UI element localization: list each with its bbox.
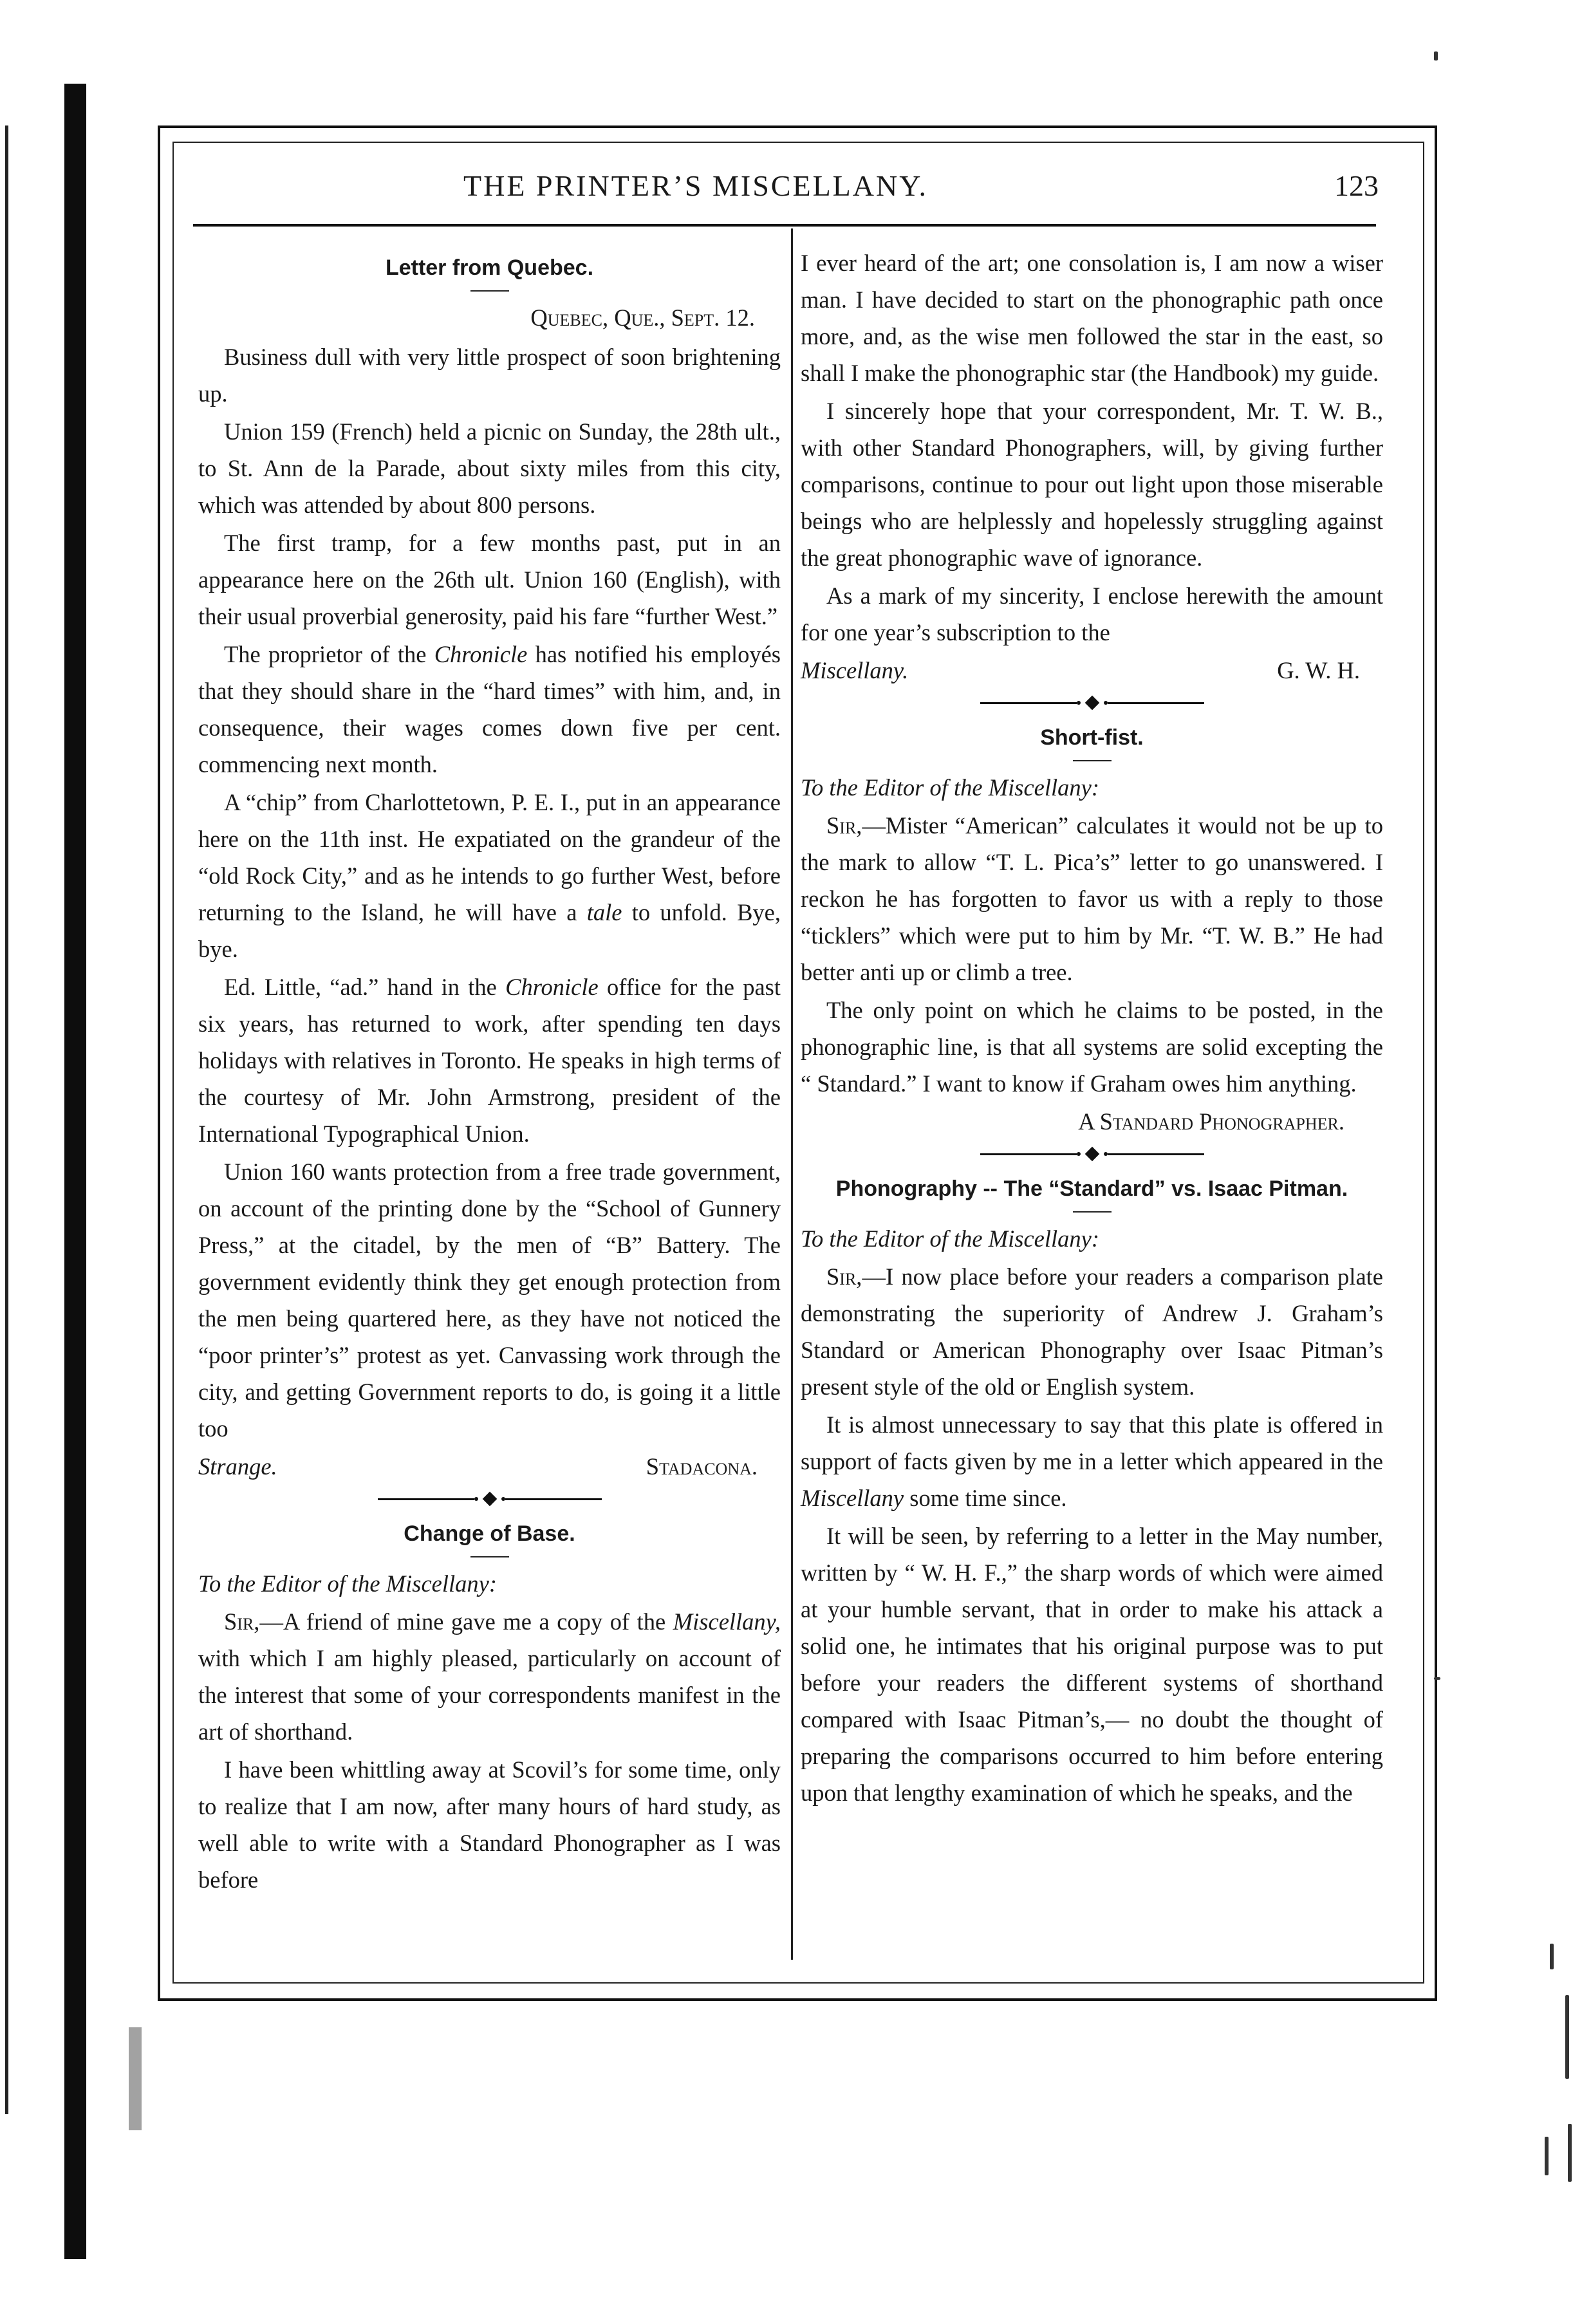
article-heading-phonography: Phonography -- The “Standard” vs. Isaac Pitman. bbox=[835, 1176, 1348, 1201]
header-rule bbox=[193, 224, 1376, 227]
paragraph: I have been whittling away at Scovil’s for some time, only to realize that I am now, after many hours of hard study, as well able to write with a Standard Phonographer as I was before bbox=[198, 1756, 781, 1893]
right-column bbox=[801, 245, 1383, 1812]
binding-edge-line bbox=[5, 125, 8, 2114]
signature: G. W. H. bbox=[1277, 657, 1360, 683]
paragraph: A “chip” from Charlottetown, P. E. I., put in an appearance here on the 11th inst. He expatiated on the grandeur of the “old Rock City,” and as he intends to go further West, before returning to the Island, he will have a tale to unfold. Bye, bye. bbox=[198, 789, 781, 962]
paragraph: Sir,—Mister “American” calculates it would not be up to the mark to allow “T. L. Pica’s” letter to go unanswered. I reckon he has forgotten to favor us with a reply to those “ticklers” which were put to him by Mr. “T. W. B.” He had better anti up or climb a tree. bbox=[801, 812, 1383, 985]
paragraph: As a mark of my sincerity, I enclose herewith the amount for one year’s subscription to the bbox=[801, 582, 1383, 646]
paragraph: Sir,—A friend of mine gave me a copy of the Miscellany, with which I am highly pleased, particularly on account of the interest that some of your correspondents manifest in the art of shorthand. bbox=[198, 1608, 781, 1745]
editor-address: To the Editor of the Miscellany: bbox=[801, 774, 1099, 801]
paragraph: I sincerely hope that your correspondent, Mr. T. W. B., with other Standard Phonographers, will, by giving further comparisons, continue to pour out light upon those miserable beings who are helplessly and hopelessly struggling against the great phonographic wave of ignorance. bbox=[801, 398, 1383, 571]
paragraph: I ever heard of the art; one consolation is, I am now a wiser man. I have decided to start on the phonographic path once more, and, as the wise men followed the star in the east, so shall I make the phonographic star (the Handbook) my guide. bbox=[801, 250, 1383, 386]
margin-mark bbox=[1550, 1944, 1554, 1969]
closing-word: Miscellany. bbox=[801, 657, 909, 683]
paragraph: Union 159 (French) held a picnic on Sunday, the 28th ult., to St. Ann de la Parade, about sixty miles from this city, which was attended by about 800 persons. bbox=[198, 418, 781, 518]
margin-mark bbox=[1545, 2137, 1549, 2175]
signature: Stadacona. bbox=[646, 1453, 758, 1480]
paragraph: Sir,—I now place before your readers a comparison plate demonstrating the superiority of Andrew J. Graham’s Standard or American Phonography over Isaac Pitman’s present style of the old or English system. bbox=[801, 1263, 1383, 1400]
short-rule bbox=[470, 290, 509, 292]
paragraph: The first tramp, for a few months past, put in an appearance here on the 26th ult. Union 160 (English), with their usual proverbial generosity, paid his fare “further West.” bbox=[198, 530, 781, 629]
paragraph: Ed. Little, “ad.” hand in the Chronicle office for the past six years, has returned to work, after spending ten days holidays with relatives in Toronto. He speaks in high terms of the courtesy of Mr. John Armstrong, president of the International Typographical Union. bbox=[198, 974, 781, 1147]
article-heading-change-of-base: Change of Base. bbox=[404, 1521, 575, 1546]
short-rule bbox=[1073, 1211, 1112, 1213]
signature: A Standard Phonographer. bbox=[1078, 1108, 1344, 1135]
binding-shadow-bar bbox=[64, 84, 86, 2259]
left-column bbox=[198, 245, 781, 1899]
article-heading-quebec: Letter from Quebec. bbox=[385, 256, 594, 280]
section-ornament bbox=[198, 1494, 781, 1504]
column-divider bbox=[791, 228, 793, 1960]
signature-row bbox=[801, 652, 1383, 689]
margin-mark bbox=[1565, 1995, 1569, 2079]
editor-address: To the Editor of the Miscellany: bbox=[801, 1225, 1099, 1252]
editor-address: To the Editor of the Miscellany: bbox=[198, 1570, 497, 1597]
running-header bbox=[193, 169, 1403, 214]
dateline: Quebec, Que., Sept. 12. bbox=[530, 304, 755, 331]
page-number: 123 bbox=[1334, 169, 1379, 202]
paragraph: Business dull with very little prospect of soon brightening up. bbox=[198, 344, 781, 407]
paragraph: The only point on which he claims to be posted, in the phonographic line, is that all systems are solid excepting the “ Standard.” I want to know if Graham owes him anything. bbox=[801, 997, 1383, 1097]
section-ornament bbox=[801, 1149, 1383, 1159]
page-shadow bbox=[129, 2027, 142, 2130]
short-rule bbox=[1073, 760, 1112, 761]
paragraph: It will be seen, by referring to a letter in the May number, written by “ W. H. F.,” the sharp words of which were aimed at your humble servant, that in order to make his attack a solid one, he intimates that his original purpose was to put before your readers the different systems of shorthand compared with Isaac Pitman’s,— no doubt the thought of preparing the comparisons occurred to him before entering upon that lengthy examination of which he speaks, and the bbox=[801, 1523, 1383, 1806]
paragraph: It is almost unnecessary to say that this plate is offered in support of facts given by me in a letter which appeared in the Miscellany some time since. bbox=[801, 1411, 1383, 1511]
short-rule bbox=[470, 1556, 509, 1557]
signature-row bbox=[198, 1448, 781, 1485]
closing-word: Strange. bbox=[198, 1453, 277, 1480]
section-ornament bbox=[801, 698, 1383, 708]
margin-mark bbox=[1434, 51, 1438, 60]
paragraph: Union 160 wants protection from a free trade government, on account of the printing done by the “School of Gunnery Press,” at the citadel, by the men of “B” Battery. The government evidently think they get enough protection from the men being quartered here, as they have not noticed the “poor printer’s” protest as yet. Canvassing work through the city, and getting Government reports to do, is going it a little too bbox=[198, 1158, 781, 1442]
paragraph: The proprietor of the Chronicle has notified his employés that they should share in the “hard times” with him, and, in consequence, their wages comes down five per cent. commencing next month. bbox=[198, 641, 781, 777]
article-heading-short-fist: Short-fist. bbox=[1040, 725, 1144, 750]
page-title: THE PRINTER’S MISCELLANY. bbox=[463, 169, 929, 202]
margin-mark bbox=[1568, 2124, 1572, 2182]
margin-mark bbox=[1434, 1677, 1440, 1680]
